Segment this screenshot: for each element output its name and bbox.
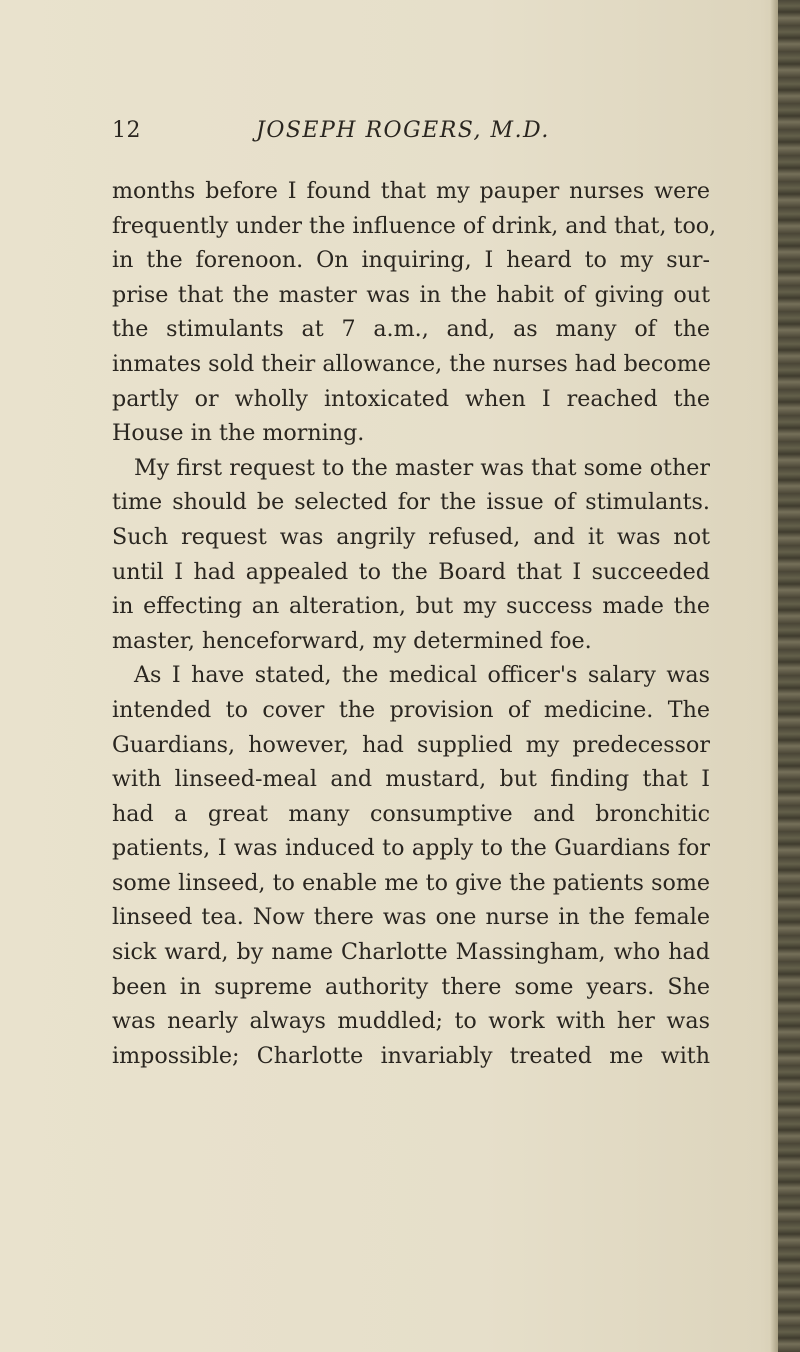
text-line: Guardians, however, had supplied my predecessor xyxy=(112,731,710,758)
text-line: inmates sold their allowance, the nurses had become xyxy=(112,350,711,377)
text-line: sick ward, by name Charlotte Massingham, who had xyxy=(112,939,710,966)
body-text xyxy=(112,174,717,1073)
text-line: in the forenoon. On inquiring, I heard to my sur- xyxy=(112,247,710,274)
text-line: linseed tea. Now there was one nurse in the female xyxy=(112,904,710,931)
text-line: impossible; Charlotte invariably treated me with xyxy=(112,1042,710,1069)
text-line: partly or wholly intoxicated when I reached the xyxy=(112,385,710,412)
text-line: with linseed-meal and mustard, but finding that I xyxy=(112,766,710,793)
text-line: patients, I was induced to apply to the Guardians for xyxy=(112,835,710,862)
paragraph-start-line: My first request to the master was that some other xyxy=(134,454,710,481)
paragraph-start-line: As I have stated, the medical officer's salary was xyxy=(134,662,710,689)
text-line: frequently under the influence of drink, and that, too, xyxy=(112,212,717,239)
book-binding-edge xyxy=(778,0,800,1352)
text-line: the stimulants at 7 a.m., and, as many of the xyxy=(112,316,710,343)
text-line: House in the morning. xyxy=(112,420,365,447)
page-edge-shadow xyxy=(770,0,778,1352)
text-line: prise that the master was in the habit of giving out xyxy=(112,281,710,308)
text-line: some linseed, to enable me to give the patients some xyxy=(112,869,710,896)
text-line: been in supreme authority there some years. She xyxy=(112,973,710,1000)
text-line: months before I found that my pauper nurses were xyxy=(112,178,710,204)
text-line: until I had appealed to the Board that I succeeded xyxy=(112,558,710,585)
text-line: in effecting an alteration, but my success made the xyxy=(112,593,710,620)
text-line: master, henceforward, my determined foe. xyxy=(112,627,592,654)
text-line: intended to cover the provision of medicine. The xyxy=(112,696,710,723)
running-title: JOSEPH ROGERS, M.D. xyxy=(256,118,550,143)
text-line: was nearly always muddled; to work with her was xyxy=(112,1008,710,1035)
text-line: time should be selected for the issue of stimulants. xyxy=(112,489,710,516)
text-line: Such request was angrily refused, and it was not xyxy=(112,523,710,550)
text-line: had a great many consumptive and bronchitic xyxy=(112,800,710,827)
page-number: 12 xyxy=(112,118,141,143)
running-head xyxy=(0,118,800,148)
